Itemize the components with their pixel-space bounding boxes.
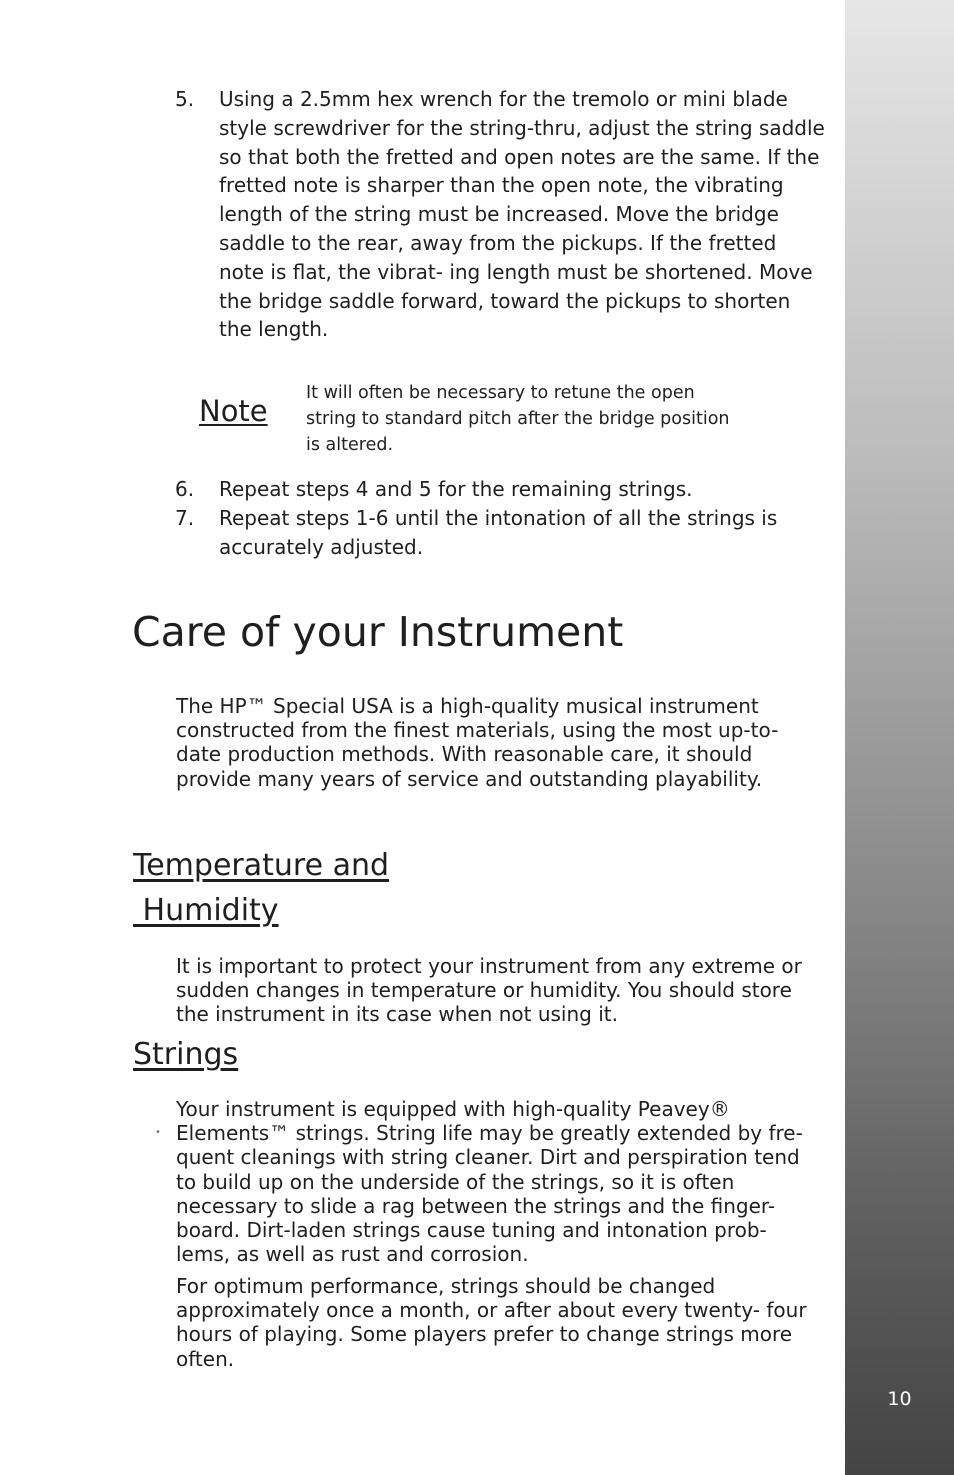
strings-paragraph-2: For optimum performance, strings should be changed approximately once a month, or after about every twenty- four hours of playing. Some players prefer to change strings more often.: [176, 1274, 807, 1371]
heading-temperature-line2: Humidity: [133, 893, 279, 928]
page-number: 10: [887, 1388, 912, 1410]
temperature-paragraph: It is important to protect your instrument from any extreme or sudden changes in temperature or humidity. You should store the instrument in its case when not using it.: [176, 954, 802, 1027]
step-number: 7.: [175, 506, 195, 530]
list-item-step-7: [175, 504, 825, 562]
note-text: It will often be necessary to retune the open string to standard pitch after the bridge position is altered.: [306, 383, 730, 455]
care-intro-paragraph: The HP™ Special USA is a high-quality musical instrument constructed from the finest materials, using the most up-to- date production methods. With reasonable care, it should provide many years of service and outstanding playability.: [176, 694, 779, 791]
note-label: Note: [199, 394, 268, 428]
step-text: Repeat steps 1-6 until the intonation of all the strings is accurately adjusted.: [219, 506, 778, 559]
step-number: 6.: [175, 477, 195, 501]
list-item-step-5: [175, 85, 825, 344]
side-tab-gradient: [845, 0, 954, 1475]
step-number: 5.: [175, 87, 195, 111]
heading-temperature-line1: Temperature and: [133, 848, 390, 883]
list-item-step-6: [175, 475, 825, 504]
strings-paragraph-1: Your instrument is equipped with high-quality Peavey® Elements™ strings. String life may be greatly extended by fre- quent cleanings with string cleaner. Dirt and perspiration tend to build up on the underside of the strings, so it is often necessary to slide a rag between the strings and the finger- board. Dirt-laden strings cause tuning and intonation prob- lems, as well as rust and corrosion.: [176, 1097, 803, 1267]
bullet-marker: •: [155, 1127, 161, 1138]
section-title-care: Care of your Instrument: [132, 608, 624, 656]
heading-strings: Strings: [133, 1037, 239, 1072]
step-text: Repeat steps 4 and 5 for the remaining strings.: [219, 477, 693, 501]
step-text: Using a 2.5mm hex wrench for the tremolo or mini blade style screwdriver for the string-thru, adjust the string saddle so that both the fretted and open notes are the same. If the fretted note is sharper than the open note, the vibrating length of the string must be increased. Move the bridge saddle to the rear, away from the pickups. If the fretted note is flat, the vibrat- ing length must be shortened. Move the bridge saddle forward, toward the pickups to shorten the length.: [219, 87, 825, 342]
